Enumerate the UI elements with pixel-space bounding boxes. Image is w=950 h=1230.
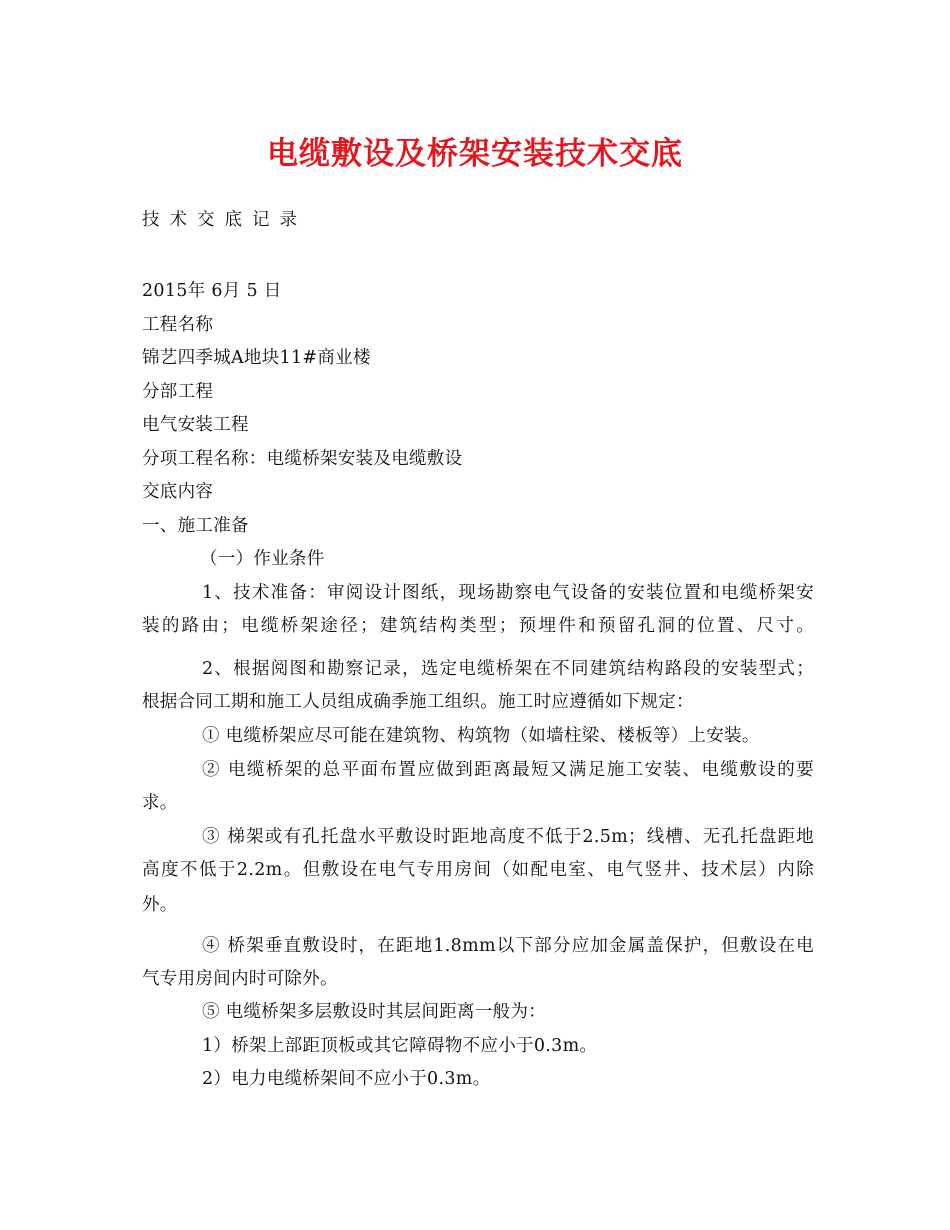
project-name: 锦艺四季城A地块11#商业楼 bbox=[142, 348, 371, 368]
rule-3-line-3: 外。 bbox=[142, 895, 178, 915]
paragraph-1-line-1: 1、技术准备：审阅设计图纸，现场勘察电气设备的安装位置和电缆桥架安 bbox=[202, 583, 814, 603]
paragraph-2-line-2: 根据合同工期和施工人员组成确季施工组织。施工时应遵循如下规定： bbox=[142, 692, 694, 712]
subitem-name: 分项工程名称：电缆桥架安装及电缆敷设 bbox=[142, 449, 463, 469]
rule-4-line-1: ④ 桥架垂直敷设时，在距地1.8mm以下部分应加金属盖保护，但敷设在电 bbox=[202, 936, 814, 956]
project-name-label: 工程名称 bbox=[142, 315, 214, 335]
list-item-1: 1）桥架上部距顶板或其它障碍物不应小于0.3m。 bbox=[202, 1036, 598, 1056]
rule-2-line-2: 求。 bbox=[142, 793, 178, 813]
division-label: 分部工程 bbox=[142, 382, 214, 402]
rule-4-line-2: 气专用房间内时可除外。 bbox=[142, 969, 338, 989]
paragraph-2-line-1: 2、根据阅图和勘察记录，选定电缆桥架在不同建筑结构路段的安装型式； bbox=[202, 659, 814, 679]
rule-3-line-2: 高度不低于2.2m。但敷设在电气专用房间（如配电室、电气竖井、技术层）内除 bbox=[142, 860, 814, 880]
rule-3-line-1: ③ 梯架或有孔托盘水平敷设时距地高度不低于2.5m；线槽、无孔托盘距地 bbox=[202, 827, 814, 847]
content-label: 交底内容 bbox=[142, 482, 214, 502]
record-heading: 技术交底记录 bbox=[142, 210, 307, 230]
rule-2-line-1: ② 电缆桥架的总平面布置应做到距离最短又满足施工安装、电缆敷设的要 bbox=[202, 760, 814, 780]
section-heading-1: 一、施工准备 bbox=[142, 516, 249, 536]
division-value: 电气安装工程 bbox=[142, 415, 249, 435]
document-title: 电缆敷设及桥架安装技术交底 bbox=[267, 136, 683, 172]
subsection-heading-1: （一）作业条件 bbox=[200, 549, 325, 569]
rule-5: ⑤ 电缆桥架多层敷设时其层间距离一般为： bbox=[202, 1002, 547, 1022]
record-date: 2015年 6月 5 日 bbox=[142, 281, 282, 301]
paragraph-1-line-2: 装的路由；电缆桥架途径；建筑结构类型；预埋件和预留孔洞的位置、尺寸。 bbox=[142, 616, 814, 636]
rule-1: ① 电缆桥架应尽可能在建筑物、构筑物（如墙柱梁、楼板等）上安装。 bbox=[202, 726, 760, 746]
list-item-2: 2）电力电缆桥架间不应小于0.3m。 bbox=[202, 1069, 491, 1089]
